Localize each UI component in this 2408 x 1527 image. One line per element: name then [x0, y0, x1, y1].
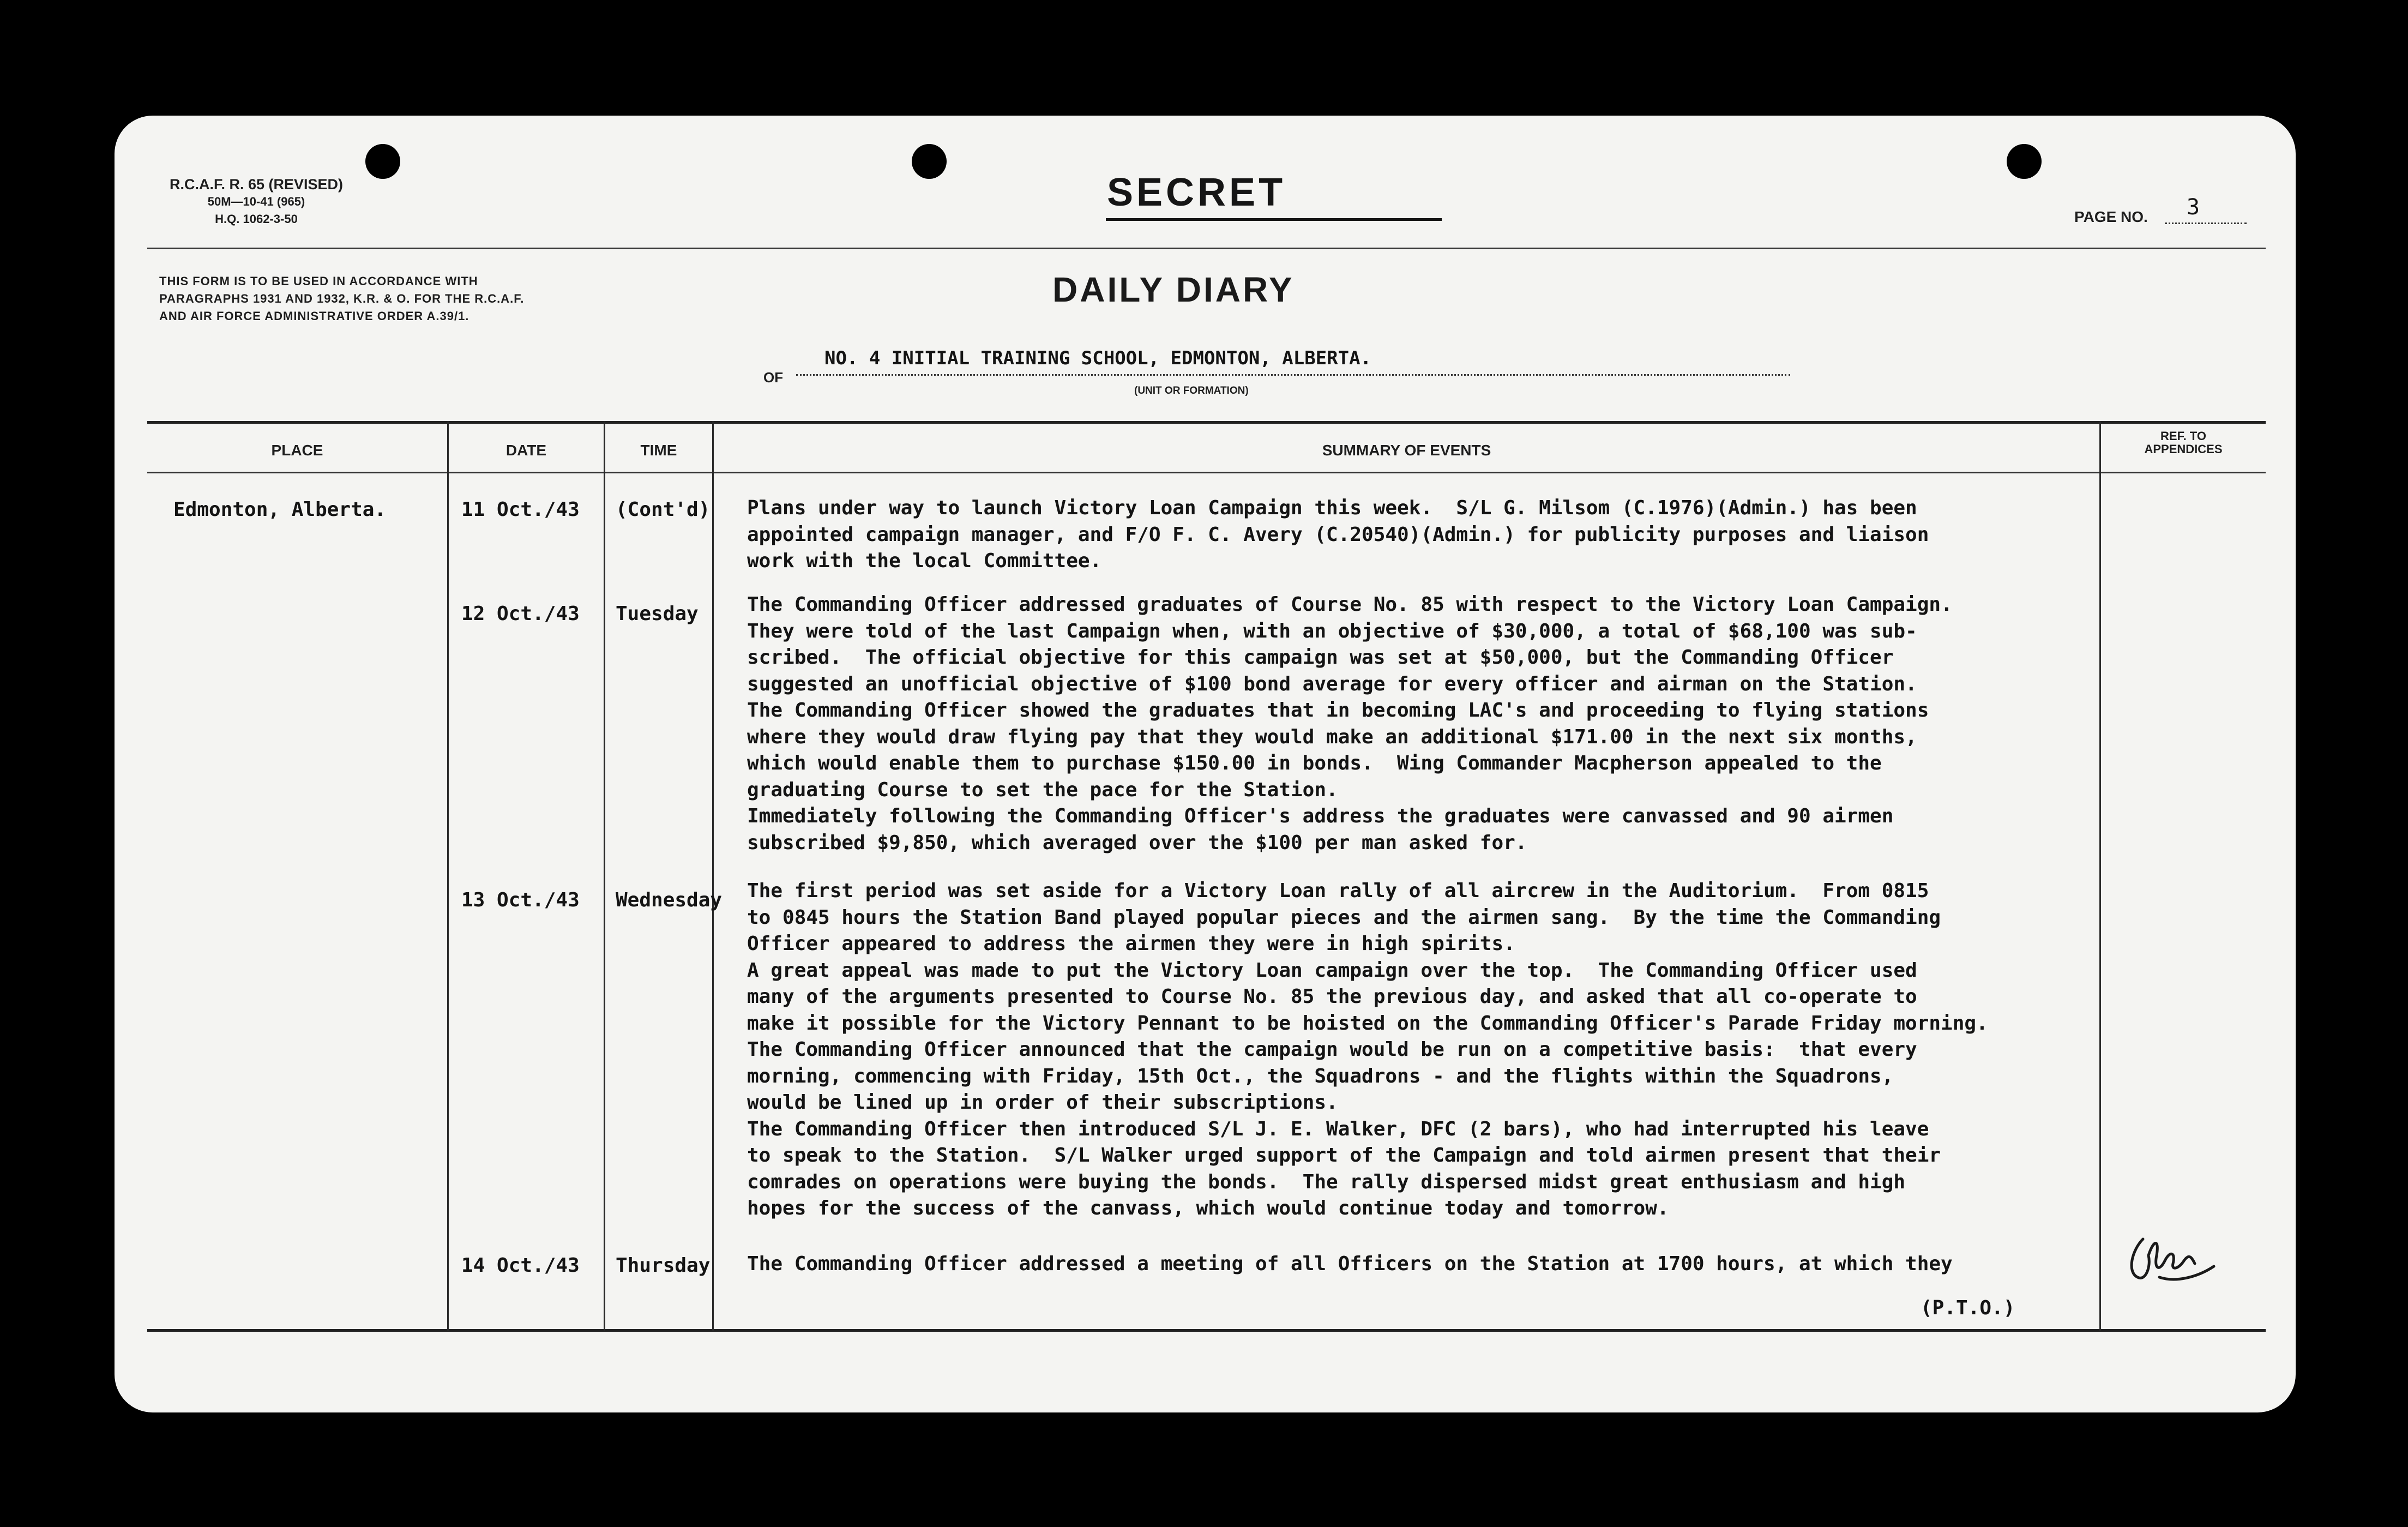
form-title: DAILY DIARY — [1052, 270, 1295, 309]
entry-time: Thursday — [616, 1254, 711, 1277]
entry-date: 13 Oct./43 — [461, 889, 580, 911]
punch-hole — [2007, 144, 2042, 179]
entry-summary: The Commanding Officer addressed graduates of Course No. 85 with respect to the Victory Loan Campaign. They were told of the last Campaign when, with an objective of $30,000, a total of $68,100 was sub- scribed. The official objective for this campaign was set at $50,000, but the Commanding Officer suggested an unofficial objective of $100 bond average for every officer and airman on the Station. The Commanding Officer showed the graduates that in becoming LAC's and proceeding to flying stations where they would draw flying pay that they would make an additional $171.00 in the next six months, which would enable them to purchase $150.00 in bonds. Wing Commander Macpherson appealed to the graduating Course to set the pace for the Station. Immediately following the Commanding Officer's address the graduates were canvassed and 90 airmen subscribed $9,850, which averaged over the $100 per man asked for. — [747, 593, 1953, 854]
diary-form-card — [115, 116, 2296, 1412]
column-header-place: PLACE — [271, 442, 323, 459]
entry-place: Edmonton, Alberta. — [173, 498, 387, 521]
classification-underline — [1106, 218, 1442, 221]
entry-time: Wednesday — [616, 889, 723, 911]
handwritten-initials-signature — [2121, 1217, 2219, 1288]
form-reference — [158, 176, 354, 228]
table-bottom-rule — [147, 1329, 2266, 1332]
appendices-label-line2: APPENDICES — [2144, 442, 2223, 456]
column-divider — [604, 421, 605, 1331]
table-top-rule — [147, 421, 2266, 424]
punch-hole — [912, 144, 947, 179]
unit-name: NO. 4 INITIAL TRAINING SCHOOL, EDMONTON, ALBERTA. — [824, 347, 1372, 369]
entry-date: 11 Oct./43 — [461, 498, 580, 521]
entry-date: 14 Oct./43 — [461, 1254, 580, 1277]
entry-date: 12 Oct./43 — [461, 603, 580, 625]
column-header-summary: SUMMARY OF EVENTS — [1322, 442, 1491, 459]
entry-time: (Cont'd) — [616, 498, 711, 521]
page-number: 3 — [2187, 195, 2200, 220]
form-number: R.C.A.F. R. 65 (REVISED) — [169, 176, 344, 193]
form-instructions: THIS FORM IS TO BE USED IN ACCORDANCE WITH PARAGRAPHS 1931 AND 1932, K.R. & O. FOR THE R.C.A.F. AND AIR FORCE ADMINISTRATIVE ORDER A.39/1. — [159, 274, 525, 323]
appendices-label-line1: REF. TO — [2160, 429, 2206, 443]
unit-caption: (UNIT OR FORMATION) — [1134, 385, 1249, 396]
security-classification: SECRET — [1107, 171, 1286, 214]
header-rule — [147, 248, 2266, 249]
punch-hole — [365, 144, 400, 179]
table-header-rule — [147, 472, 2266, 473]
column-divider — [447, 421, 449, 1331]
entry-summary: The Commanding Officer addressed a meeting of all Officers on the Station at 1700 hours, at which they — [747, 1253, 1953, 1275]
unit-line — [796, 374, 1790, 376]
of-label: OF — [763, 369, 784, 386]
hq-reference: H.Q. 1062-3-50 — [215, 212, 298, 226]
column-header-time: TIME — [640, 442, 677, 459]
please-turn-over: (P.T.O.) — [1921, 1297, 2015, 1319]
column-divider — [712, 421, 714, 1331]
entry-summary: The first period was set aside for a Victory Loan rally of all aircrew in the Auditorium. From 0815 to 0845 hours the Station Band played popular pieces and the airmen sang. By the time the Commanding Officer appeared to address the airmen they were in high spirits. A great appeal was made to put the Victory Loan campaign over the top. The Commanding Officer used many of the arguments presented to Course No. 85 the previous day, and asked that all co-operate to make it possible for the Victory Pennant to be hoisted on the Commanding Officer's Parade Friday morning. The Commanding Officer announced that the campaign would be run on a competitive basis: that every morning, commencing with Friday, 15th Oct., the Squadrons - and the flights within the Squadrons, would be lined up in order of their subscriptions. The Commanding Officer then introduced S/L J. E. Walker, DFC (2 bars), who had interrupted his leave to speak to the Station. S/L Walker urged support of the Campaign and told airmen present that their comrades on operations were buying the bonds. The rally dispersed midst great enthusiasm and high hopes for the success of the canvass, which would continue today and tomorrow. — [747, 880, 1988, 1219]
column-header-appendices — [2101, 430, 2266, 456]
page-number-label: PAGE NO. — [2074, 208, 2148, 225]
entry-summary: Plans under way to launch Victory Loan Campaign this week. S/L G. Milsom (C.1976)(Admin.) has been appointed campaign manager, and F/O F. C. Avery (C.20540)(Admin.) for publicity purposes and liaison work with the local Committee. — [747, 497, 1929, 572]
print-code: 50M—10-41 (965) — [207, 195, 305, 208]
entry-time: Tuesday — [616, 603, 699, 625]
page-number-line — [2165, 223, 2247, 224]
column-header-date: DATE — [505, 442, 547, 459]
